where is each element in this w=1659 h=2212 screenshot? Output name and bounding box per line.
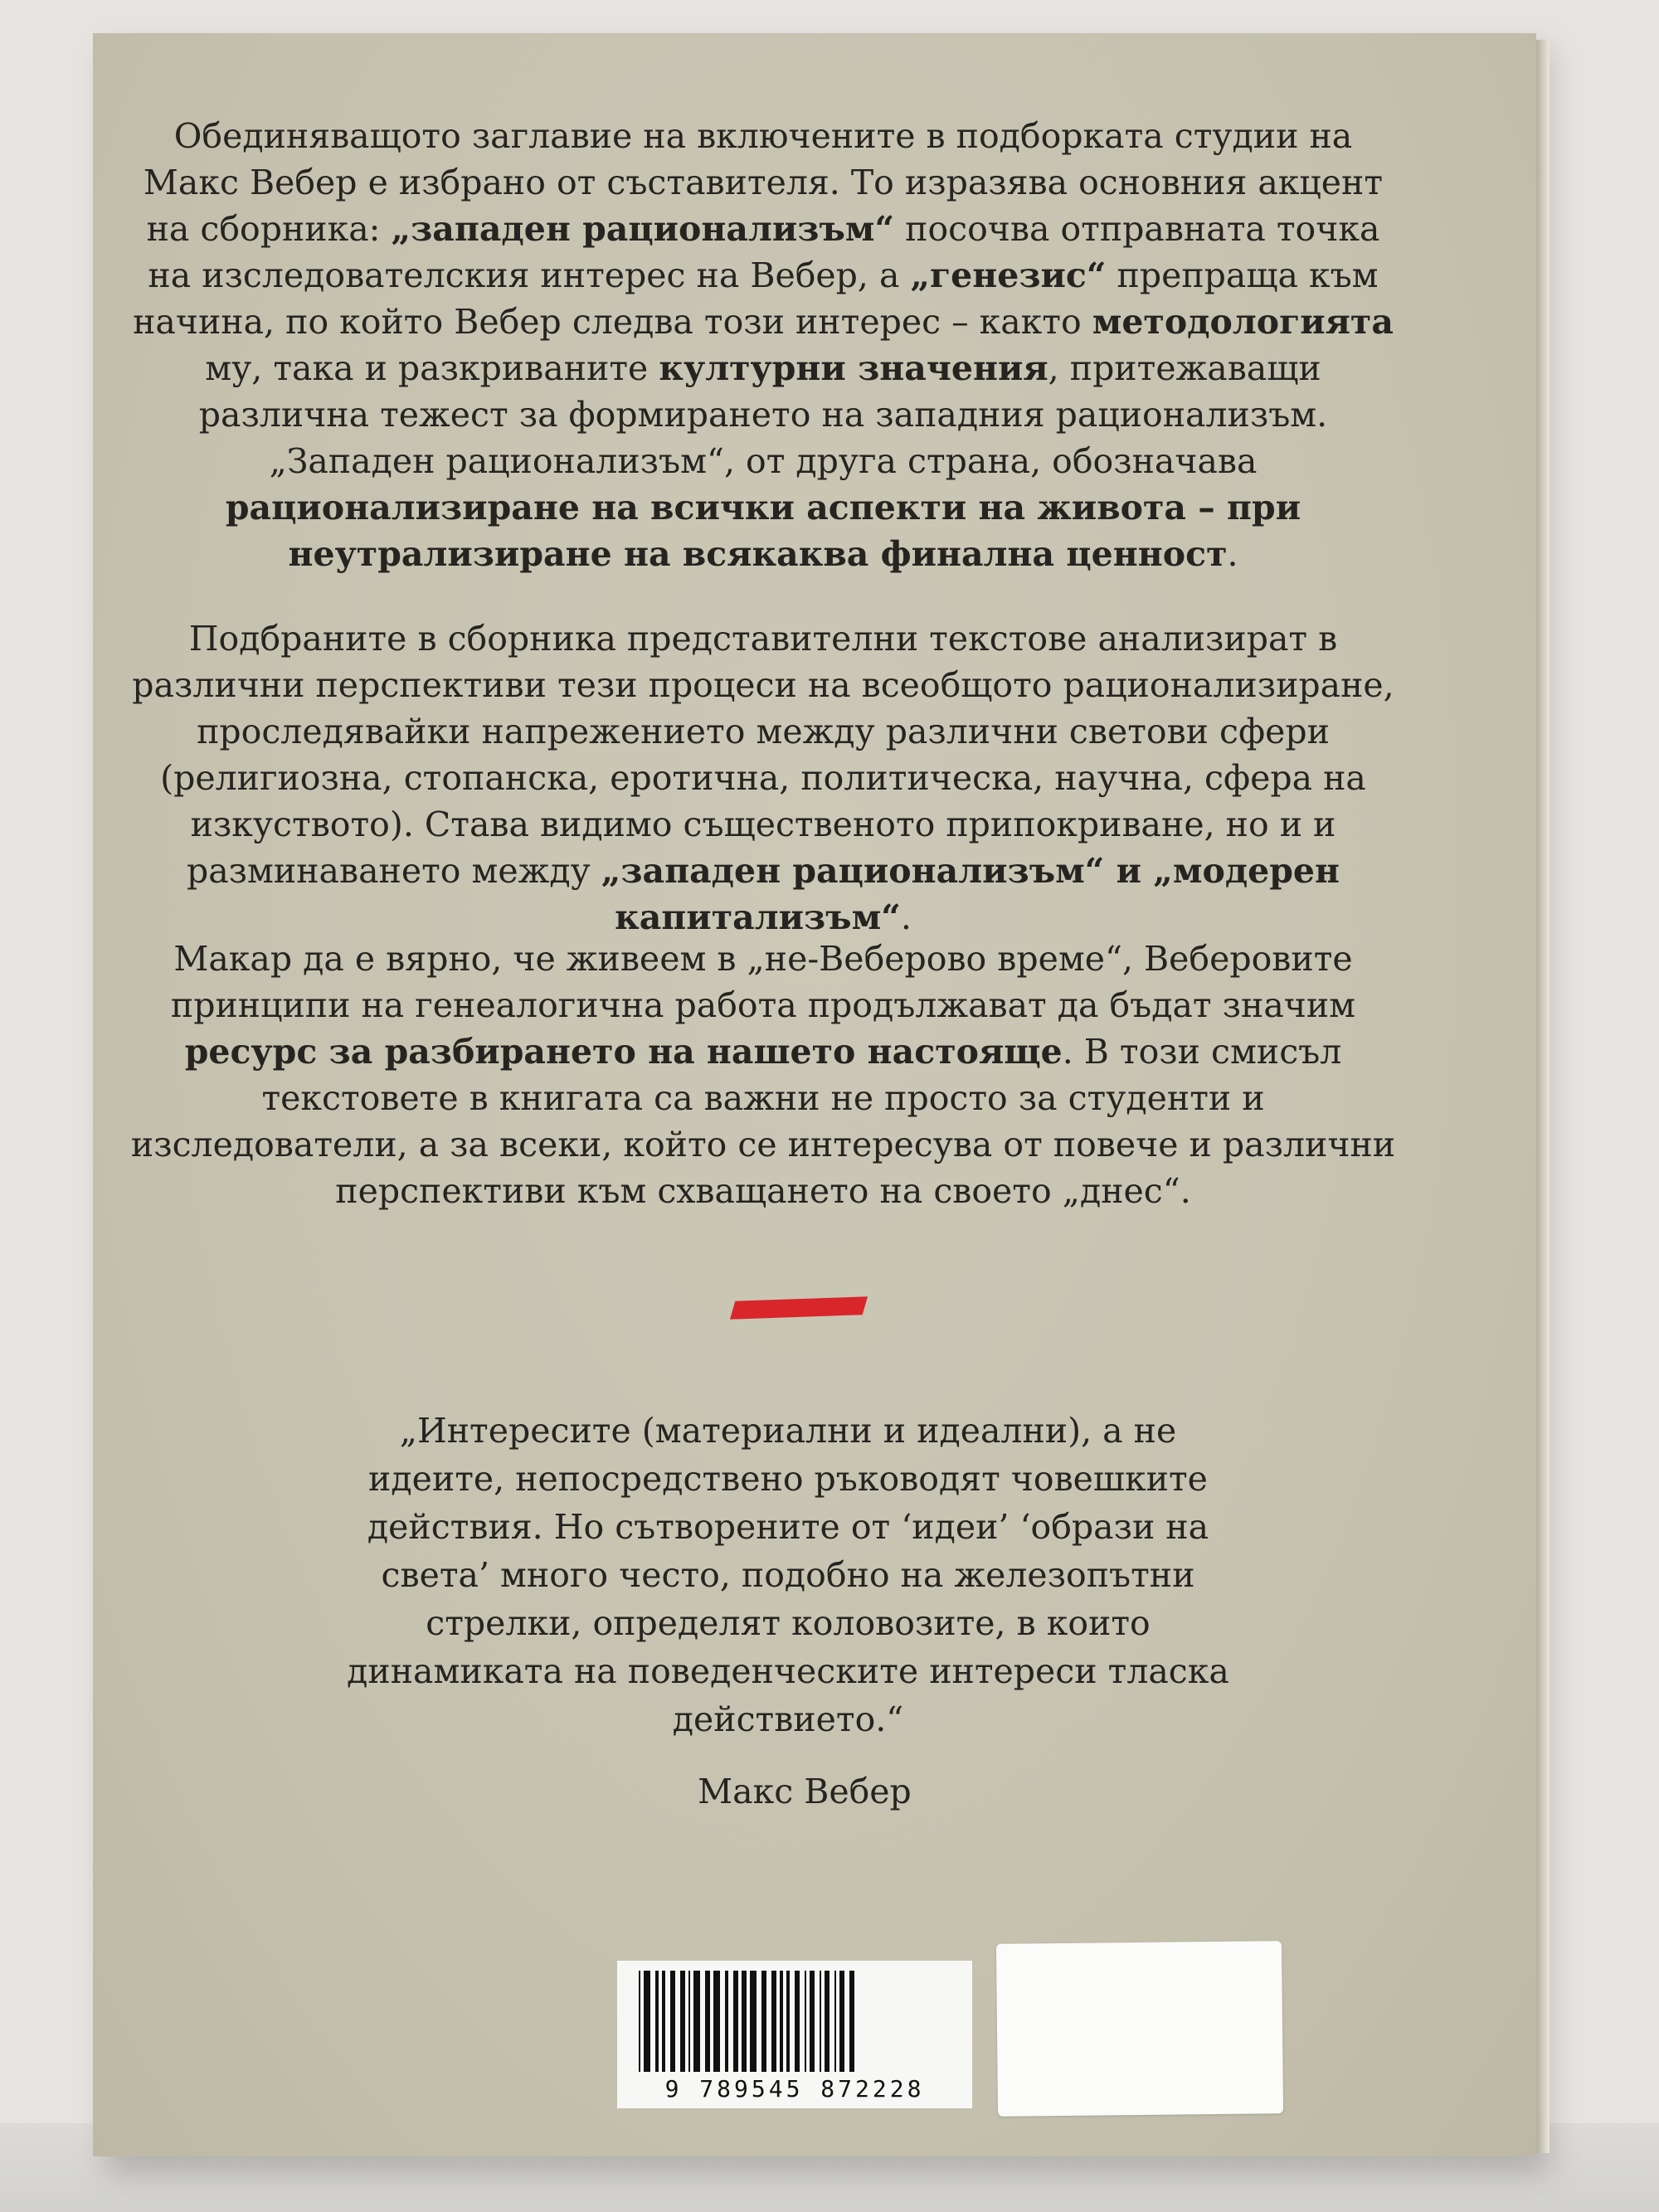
text-segment: Макар да е вярно, че живеем в „не-Веберово време“, Веберовите принципи на генеалогична работа продължават да бъдат значим [170,939,1356,1025]
text-segment: Обединяващото заглавие на включените в подборката студии на Макс Вебер е избрано от съставителя. То изразява основния акцент на сборника: [143,116,1384,249]
barcode-bar [705,1971,710,2072]
quote-author: Макс Вебер [698,1772,912,1811]
emphasized-text: „западен рационализъм“ [391,209,895,249]
barcode-bar [780,1971,783,2072]
barcode-bar [810,1971,815,2072]
barcode-bar [750,1971,757,2072]
emphasized-text: рационализиране на всички аспекти на живота – при неутрализиране на всякаква финална ценност [225,488,1301,574]
barcode-bar [713,1971,720,2072]
emphasized-text: методологията [1092,302,1394,342]
description-paragraph-1 [124,113,1402,577]
price-sticker [996,1941,1283,2117]
emphasized-text: ресурс за разбирането на нашето настояще [184,1032,1063,1072]
barcode-bar [761,1971,766,2072]
isbn-barcode [617,1961,972,2108]
barcode-bar [825,1971,830,2072]
text-segment: Подбраните в сборника представителни текстове анализират в различни перспективи тези процеси на всеобщото рационализиране, проследявайки напрежението между различни светови сфери (религиозна, стопанска, еротична, политическа, научна, сфера на изкуството). Става видимо същественото припокриване, но и и разминаването между [132,619,1394,891]
barcode-bar [725,1971,728,2072]
quote-text: „Интересите (материални и идеални), а не идеите, непосредствено ръководят човешките действия. Но сътворените от ‘идеи’ ‘образи на света’ много често, подобно на железопътни стрелки, определят коловозите, в които динамиката на поведенческите интереси тласка действието.“ [347,1411,1229,1739]
text-segment: . В този смисъл текстовете в книгата са важни не просто за студенти и изследователи, а за всеки, който се интересува от повече и различни перспективи към схващането на своето „днес“. [130,1032,1396,1211]
barcode-bar [834,1971,836,2072]
emphasized-text: „западен рационализъм“ и „модерен капитализъм“ [601,851,1340,937]
barcode-bar [771,1971,776,2072]
barcode-bar [693,1971,700,2072]
barcode-bar [644,1971,650,2072]
barcode-bar [733,1971,738,2072]
barcode-bar [688,1971,690,2072]
barcode-bar [655,1971,659,2072]
barcode-bar [805,1971,806,2072]
barcode-bar [670,1971,675,2072]
isbn-number: 9 789545 872228 [664,2075,925,2103]
barcode-bar [680,1971,685,2072]
barcode-bar [786,1971,790,2072]
barcode-bar [795,1971,800,2072]
emphasized-text: културни значения [659,348,1048,388]
description-paragraph-2 [124,615,1402,941]
barcode-bar [639,1971,640,2072]
barcode-bars [637,1971,952,2073]
barcode-bar [839,1971,844,2072]
text-segment: посочва отправната точка на изследователския интерес на Вебер, а [148,209,1380,295]
barcode-bar [820,1971,821,2072]
barcode-bar [849,1971,854,2072]
barcode-bar [662,1971,665,2072]
text-segment: препраща към начина, по който Вебер следва този интерес – както [133,255,1379,342]
text-segment: му, така и разкриваните [205,348,659,388]
barcode-bar [742,1971,747,2072]
description-paragraph-3 [124,936,1402,1214]
text-segment: , притежаващи различна тежест за формирането на западния рационализъм. „Западен рационализъм“, от друга страна, обозначава [198,348,1328,481]
emphasized-text: „генезис“ [910,255,1107,295]
text-segment: . [900,897,912,937]
text-segment: . [1227,534,1238,574]
book-page-edge [1536,40,1550,2153]
